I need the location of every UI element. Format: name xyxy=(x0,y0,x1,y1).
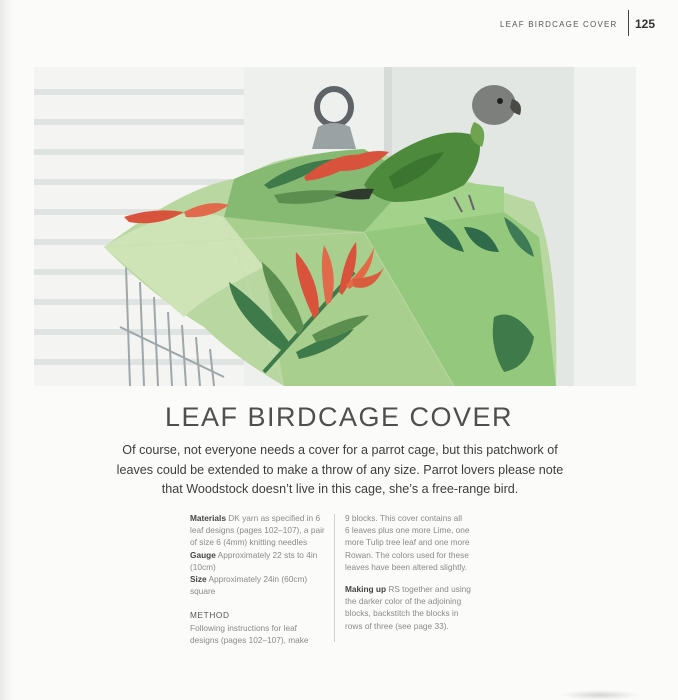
gauge-label: Gauge xyxy=(190,549,216,560)
making-up-label: Making up xyxy=(345,584,387,595)
making-up-text: rows of three (see page 33). xyxy=(345,620,449,631)
making-up-spec xyxy=(345,583,485,632)
making-up-text: the darker color of the adjoining xyxy=(345,596,462,607)
page-spine-shadow xyxy=(0,0,14,700)
method-heading: METHOD xyxy=(190,610,230,621)
header-divider xyxy=(628,10,629,36)
gauge-text: Approximately 22 sts to 4in xyxy=(215,549,318,560)
size-spec xyxy=(190,573,328,597)
materials-text: leaf designs (pages 102–107), a pair xyxy=(190,525,325,536)
page-number: 125 xyxy=(635,17,656,31)
blocks-line: 6 leaves plus one more Lime, one xyxy=(345,525,470,536)
size-text: Approximately 24in (60cm) xyxy=(206,574,308,585)
page-curl-shadow xyxy=(560,690,640,700)
specs-column-left xyxy=(190,512,328,646)
blocks-line: 9 blocks. This cover contains all xyxy=(345,513,462,523)
materials-text: of size 6 (4mm) knitting needles xyxy=(190,537,308,548)
intro-line: leaves could be extended to make a throw of any size. Parrot lovers please note xyxy=(116,462,564,477)
specs-column-right xyxy=(345,512,485,632)
method-line: Following instructions for leaf xyxy=(190,622,297,633)
method-text xyxy=(190,622,328,646)
materials-text: DK yarn as specified in 6 xyxy=(225,513,321,523)
size-text: square xyxy=(190,586,216,597)
making-up-text: RS together and using xyxy=(386,584,471,595)
blocks-line: more Tulip tree leaf and one more xyxy=(345,537,470,548)
gauge-spec xyxy=(190,549,328,573)
article-intro xyxy=(80,441,600,500)
making-up-text: blocks, backstitch the blocks in xyxy=(345,608,459,619)
running-head: LEAF BIRDCAGE COVER xyxy=(500,20,618,29)
article-title: LEAF BIRDCAGE COVER xyxy=(164,402,514,432)
gauge-text: (10cm) xyxy=(190,561,216,572)
blocks-note xyxy=(345,512,485,573)
materials-spec xyxy=(190,512,328,549)
photo-illustration xyxy=(34,67,636,386)
intro-line: that Woodstock doesn’t live in this cage, she’s a free-range bird. xyxy=(161,482,519,496)
blocks-line: Rowan. The colors used for these xyxy=(345,549,469,560)
intro-line: Of course, not everyone needs a cover for a parrot cage, but this patchwork of xyxy=(122,443,558,457)
materials-label: Materials xyxy=(190,513,226,523)
size-label: Size xyxy=(190,574,207,585)
blocks-line: leaves have been altered slightly. xyxy=(345,561,468,572)
method-line: designs (pages 102–107), make xyxy=(190,634,309,645)
column-divider xyxy=(334,514,335,642)
parrot-on-birdcage-photo xyxy=(34,67,636,386)
